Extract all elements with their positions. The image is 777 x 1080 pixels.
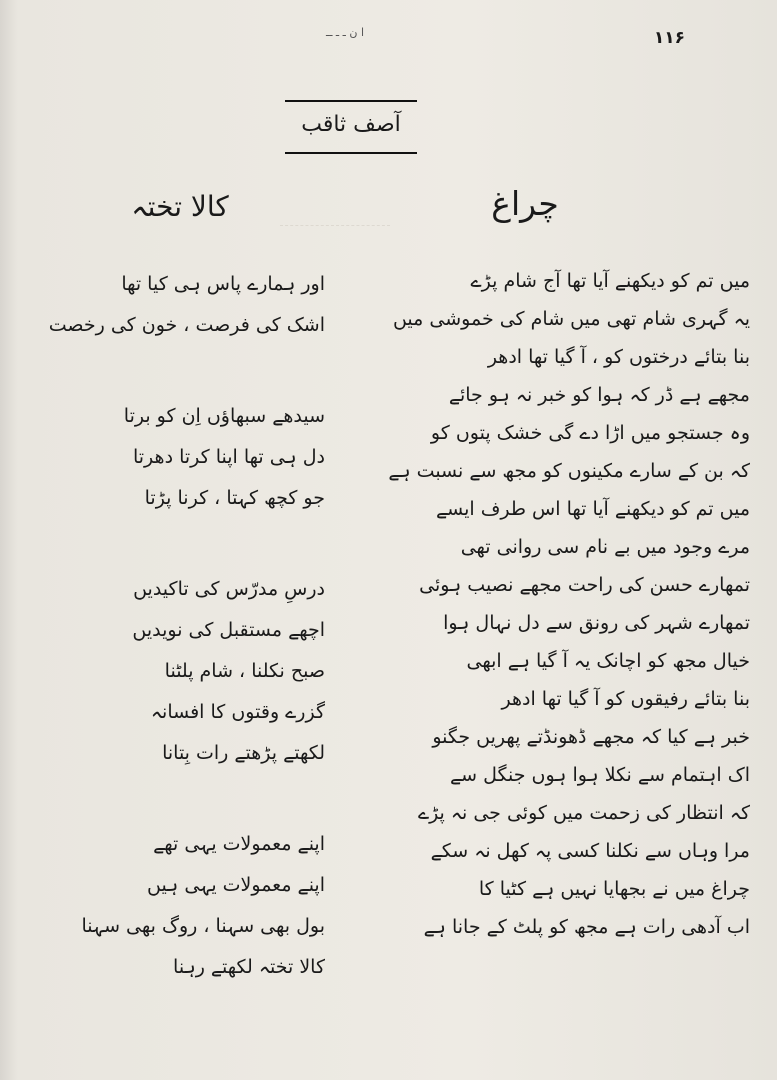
- poem-title-kala-takhta: کالا تختہ: [131, 190, 229, 223]
- author-heading: [285, 100, 417, 154]
- poem-title-chiragh: چراغ: [491, 184, 559, 223]
- author-name: آصف ثاقب: [301, 112, 401, 137]
- poem-line: اپنے معمولات یہی تھے: [153, 833, 325, 855]
- poem-line: اک اہتمام سے نکلا ہوا ہوں جنگل سے: [450, 764, 750, 786]
- poem-chiragh: [355, 262, 750, 946]
- poem-line: مرا وہاں سے نکلنا کسی پہ کھل نہ سکے: [430, 840, 750, 862]
- poem-line: درسِ مدرّس کی تاکیدیں: [133, 578, 325, 600]
- poem-line: مجھے ہے ڈر کہ ہوا کو خبر نہ ہو جائے: [448, 384, 750, 406]
- stanza-break: [40, 346, 325, 396]
- poem-line: مرے وجود میں بے نام سی روانی تھی: [460, 536, 750, 558]
- poem-line: صبح نکلنا ، شام پلٹنا: [164, 660, 325, 682]
- poem-line: خیال مجھ کو اچانک یہ آ گیا ہے ابھی: [466, 650, 750, 672]
- stanza-break: [40, 774, 325, 824]
- page-number: ۱۱۶: [653, 28, 685, 48]
- poem-line: یہ گہری شام تھی میں شام کی خموشی میں: [392, 308, 750, 330]
- poem-line: تمھارے حسن کی راحت مجھے نصیب ہوئی: [419, 574, 750, 596]
- poem-line: اب آدھی رات ہے مجھ کو پلٹ کے جانا ہے: [423, 916, 750, 938]
- poem-line: اشک کی فرصت ، خون کی رخصت: [48, 314, 325, 336]
- poem-line: کہ انتظار کی زحمت میں کوئی جی نہ پڑے: [417, 802, 750, 824]
- show-through-smudge: [280, 195, 390, 226]
- poem-kala-takhta: [40, 264, 325, 988]
- poem-line: گزرے وقتوں کا افسانہ: [150, 701, 325, 723]
- poem-line: وہ جستجو میں اڑا دے گی خشک پتوں کو: [430, 422, 750, 444]
- poem-line: اچھے مستقبل کی نویدیں: [132, 619, 325, 641]
- poem-line: دل ہی تھا اپنا کرتا دھرتا: [132, 446, 325, 468]
- stanza-break: [40, 519, 325, 569]
- poem-line: کالا تختہ لکھتے رہنا: [173, 956, 325, 978]
- poem-line: چراغ میں نے بجھایا نہیں ہے کٹیا کا: [478, 878, 750, 900]
- poem-line: بول بھی سہنا ، روگ بھی سہنا: [81, 915, 325, 937]
- running-head: ا ن ـ ـ ــ: [325, 26, 364, 39]
- poem-line: جو کچھ کہتا ، کرنا پڑتا: [144, 487, 325, 509]
- poem-line: بنا بتائے درختوں کو ، آ گیا تھا ادھر: [487, 346, 750, 368]
- poem-line: کہ بن کے سارے مکینوں کو مجھ سے نسبت ہے: [388, 460, 750, 482]
- poem-line: سیدھے سبھاؤں اِن کو برتا: [123, 405, 325, 427]
- poem-line: بنا بتائے رفیقوں کو آ گیا تھا ادھر: [501, 688, 750, 710]
- poem-line: میں تم کو دیکھنے آیا تھا آج شام پڑے: [470, 270, 750, 292]
- poem-line: لکھتے پڑھتے رات بِتانا: [162, 742, 325, 764]
- poem-line: اور ہمارے پاس ہی کیا تھا: [121, 273, 325, 295]
- poem-line: خبر ہے کیا کہ مجھے ڈھونڈتے پھریں جگنو: [432, 726, 750, 748]
- poem-line: تمھارے شہر کی رونق سے دل نہال ہوا: [443, 612, 750, 634]
- poem-line: اپنے معمولات یہی ہیں: [146, 874, 325, 896]
- poem-line: میں تم کو دیکھنے آیا تھا اس طرف ایسے: [436, 498, 750, 520]
